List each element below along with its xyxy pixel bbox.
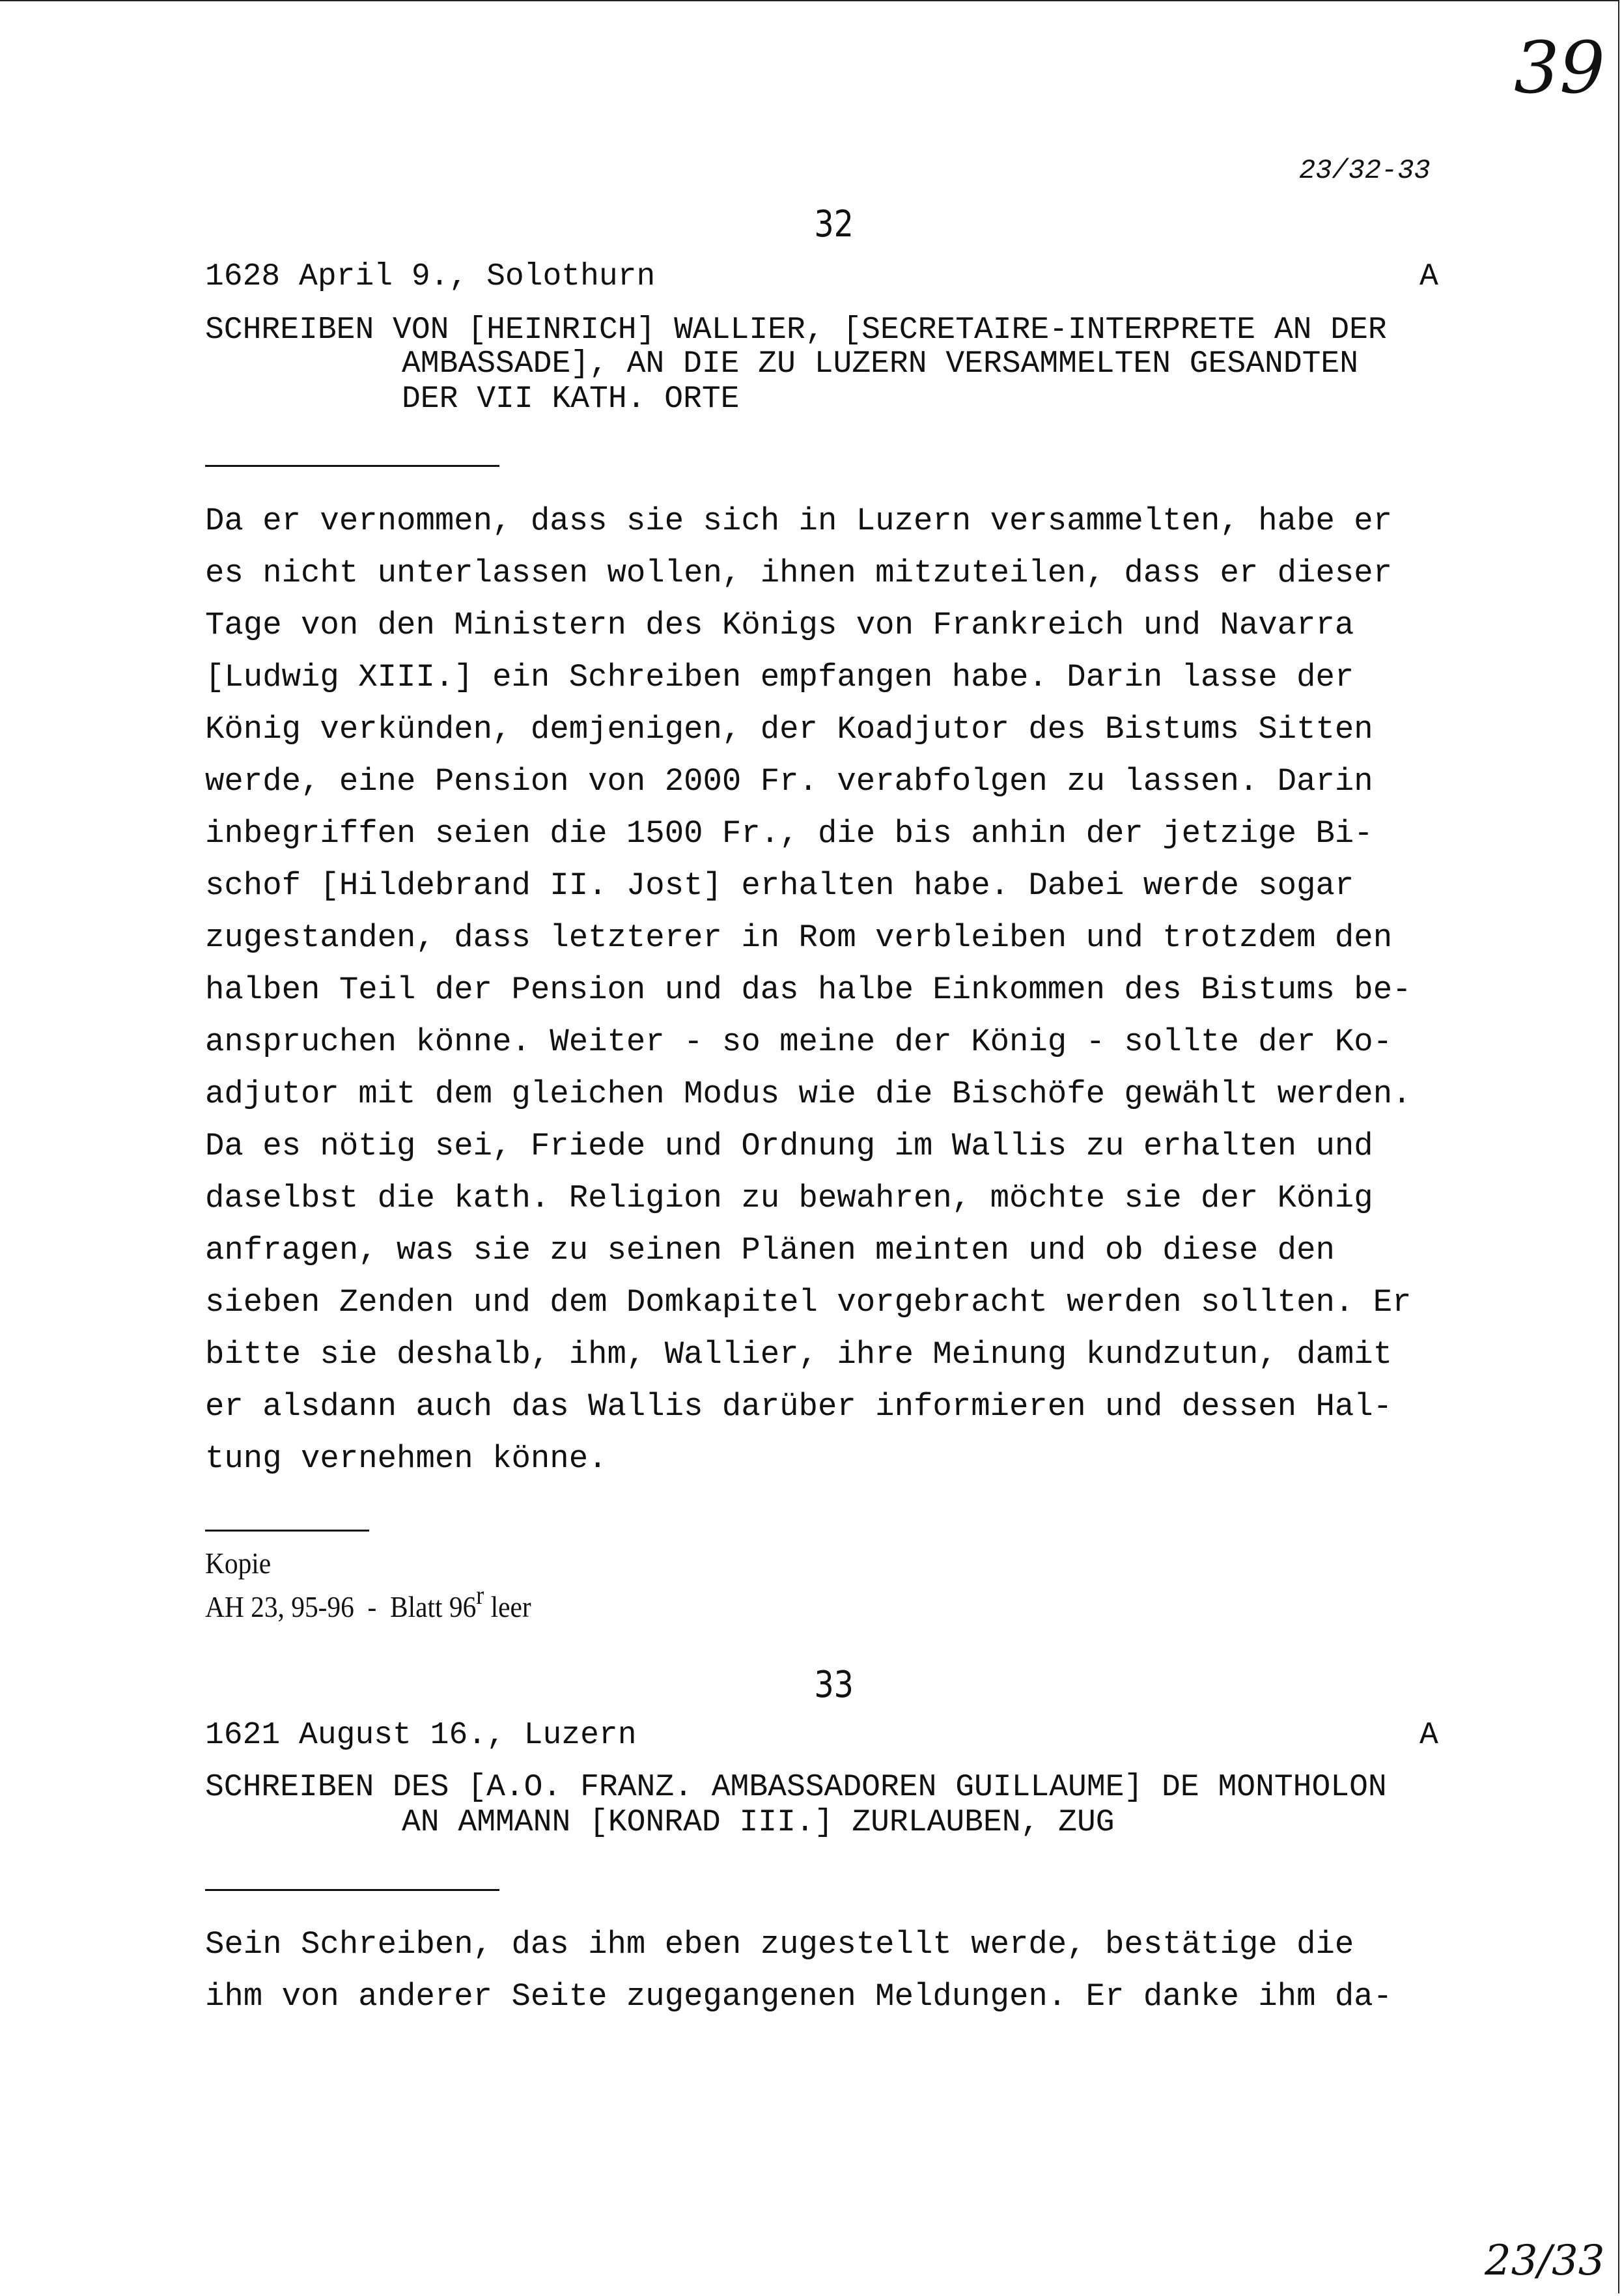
separator-rule	[205, 1889, 499, 1891]
reference-number: 23/32-33	[1299, 155, 1431, 186]
document-marker: A	[1419, 1718, 1438, 1753]
body-line: es nicht unterlassen wollen, ihnen mitzuteilen, dass er dieser	[205, 555, 1393, 591]
document-number: 32	[814, 203, 854, 245]
source-superscript: r	[476, 1580, 484, 1610]
body-line: sieben Zenden und dem Domkapitel vorgebracht werden sollten. Er	[205, 1284, 1412, 1321]
body-line: [Ludwig XIII.] ein Schreiben empfangen habe. Darin lasse der	[205, 659, 1354, 695]
separator-rule	[205, 1530, 369, 1532]
body-line: Da es nötig sei, Friede und Ordnung im Wallis zu erhalten und	[205, 1128, 1373, 1164]
body-line: Da er vernommen, dass sie sich in Luzern versammelten, habe er	[205, 503, 1393, 539]
source-suffix: leer	[484, 1590, 531, 1623]
separator-rule	[205, 465, 499, 467]
body-line: anspruchen könne. Weiter - so meine der König - sollte der Ko-	[205, 1024, 1393, 1060]
body-line: bitte sie deshalb, ihm, Wallier, ihre Meinung kundzutun, damit	[205, 1336, 1393, 1373]
body-line: halben Teil der Pension und das halbe Einkommen des Bistums be-	[205, 972, 1412, 1008]
document-title-line: AN AMMANN [KONRAD III.] ZURLAUBEN, ZUG	[402, 1805, 1115, 1840]
document-title-line: AMBASSADE], AN DIE ZU LUZERN VERSAMMELTEN GESANDTEN	[402, 346, 1359, 382]
handwritten-archive-number: 23/33	[1485, 2237, 1605, 2285]
body-line: werde, eine Pension von 2000 Fr. verabfolgen zu lassen. Darin	[205, 763, 1373, 800]
source-type: Kopie	[205, 1547, 272, 1580]
source-reference	[205, 1580, 531, 1624]
document-date-place: 1621 August 16., Luzern	[205, 1718, 637, 1753]
body-line: Sein Schreiben, das ihm eben zugestellt werde, bestätige die	[205, 1926, 1354, 1963]
document-title-line: DER VII KATH. ORTE	[402, 382, 740, 417]
body-line: schof [Hildebrand II. Jost] erhalten habe. Dabei werde sogar	[205, 867, 1354, 904]
body-line: zugestanden, dass letzterer in Rom verbleiben und trotzdem den	[205, 919, 1393, 956]
document-marker: A	[1419, 259, 1438, 294]
body-line: ihm von anderer Seite zugegangenen Meldungen. Er danke ihm da-	[205, 1978, 1393, 2015]
document-body	[205, 1918, 1392, 2023]
body-line: anfragen, was sie zu seinen Plänen meinten und ob diese den	[205, 1232, 1335, 1268]
body-line: adjutor mit dem gleichen Modus wie die Bischöfe gewählt werden.	[205, 1076, 1412, 1112]
body-line: daselbst die kath. Religion zu bewahren, möchte sie der König	[205, 1180, 1373, 1216]
body-line: tung vernehmen könne.	[205, 1440, 608, 1477]
body-line: König verkünden, demjenigen, der Koadjutor des Bistums Sitten	[205, 711, 1373, 748]
document-title-line: SCHREIBEN VON [HEINRICH] WALLIER, [SECRETAIRE-INTERPRETE AN DER	[205, 313, 1387, 348]
document-date-place: 1628 April 9., Solothurn	[205, 259, 656, 294]
body-line: Tage von den Ministern des Königs von Frankreich und Navarra	[205, 607, 1354, 643]
document-body	[205, 495, 1412, 1485]
body-line: er alsdann auch das Wallis darüber informieren und dessen Hal-	[205, 1388, 1393, 1425]
source-text: AH 23, 95-96 - Blatt 96	[205, 1590, 477, 1623]
document-title-line: SCHREIBEN DES [A.O. FRANZ. AMBASSADOREN GUILLAUME] DE MONTHOLON	[205, 1770, 1387, 1805]
document-number: 33	[814, 1664, 854, 1706]
handwritten-page-number: 39	[1514, 26, 1605, 109]
body-line: inbegriffen seien die 1500 Fr., die bis anhin der jetzige Bi-	[205, 815, 1373, 852]
